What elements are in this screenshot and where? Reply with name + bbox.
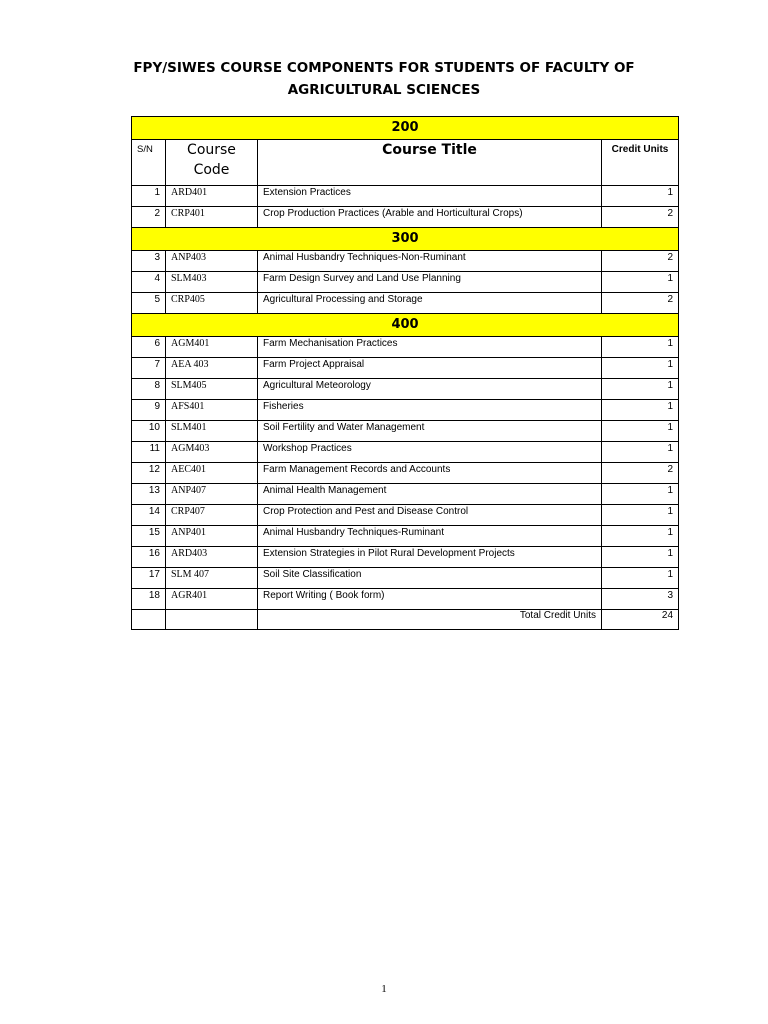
cell-credit-units: 1 [602, 358, 679, 379]
page-number: 1 [381, 983, 387, 995]
total-empty-code [166, 610, 258, 630]
cell-sn: 9 [132, 400, 166, 421]
cell-credit-units: 1 [602, 568, 679, 589]
table-row [132, 186, 679, 207]
cell-sn: 6 [132, 337, 166, 358]
cell-course-code: AEC401 [166, 463, 258, 484]
cell-credit-units: 1 [602, 400, 679, 421]
cell-course-title: Farm Project Appraisal [258, 358, 602, 379]
table-row [132, 251, 679, 272]
level-label: 300 [132, 228, 679, 251]
cell-course-code: CRP405 [166, 293, 258, 314]
cell-sn: 12 [132, 463, 166, 484]
cell-credit-units: 1 [602, 272, 679, 293]
cell-course-title: Soil Site Classification [258, 568, 602, 589]
cell-course-code: ARD401 [166, 186, 258, 207]
cell-credit-units: 2 [602, 293, 679, 314]
cell-sn: 2 [132, 207, 166, 228]
cell-course-title: Report Writing ( Book form) [258, 589, 602, 610]
cell-credit-units: 2 [602, 207, 679, 228]
cell-credit-units: 1 [602, 547, 679, 568]
cell-sn: 4 [132, 272, 166, 293]
cell-course-title: Agricultural Processing and Storage [258, 293, 602, 314]
cell-course-code: AEA 403 [166, 358, 258, 379]
cell-course-title: Farm Mechanisation Practices [258, 337, 602, 358]
cell-sn: 14 [132, 505, 166, 526]
table-row [132, 526, 679, 547]
table-row [132, 379, 679, 400]
cell-course-code: SLM 407 [166, 568, 258, 589]
header-course-code: Course Code [166, 140, 258, 186]
cell-course-title: Farm Design Survey and Land Use Planning [258, 272, 602, 293]
table-row [132, 505, 679, 526]
cell-credit-units: 1 [602, 442, 679, 463]
cell-course-code: SLM405 [166, 379, 258, 400]
cell-course-code: CRP401 [166, 207, 258, 228]
cell-course-title: Crop Production Practices (Arable and Horticultural Crops) [258, 207, 602, 228]
header-credit-units: Credit Units [602, 140, 679, 186]
cell-sn: 1 [132, 186, 166, 207]
cell-sn: 18 [132, 589, 166, 610]
header-course-title: Course Title [258, 140, 602, 186]
cell-course-code: SLM401 [166, 421, 258, 442]
table-row [132, 272, 679, 293]
cell-course-code: AGM403 [166, 442, 258, 463]
cell-credit-units: 1 [602, 421, 679, 442]
cell-credit-units: 2 [602, 251, 679, 272]
cell-credit-units: 1 [602, 526, 679, 547]
cell-sn: 15 [132, 526, 166, 547]
total-row [132, 610, 679, 630]
cell-course-title: Animal Husbandry Techniques-Ruminant [258, 526, 602, 547]
cell-course-title: Soil Fertility and Water Management [258, 421, 602, 442]
cell-course-title: Agricultural Meteorology [258, 379, 602, 400]
cell-course-code: SLM403 [166, 272, 258, 293]
cell-credit-units: 1 [602, 186, 679, 207]
total-credit-units-value: 24 [602, 610, 679, 630]
cell-course-title: Extension Practices [258, 186, 602, 207]
cell-course-code: ANP403 [166, 251, 258, 272]
cell-course-title: Farm Management Records and Accounts [258, 463, 602, 484]
table-row [132, 400, 679, 421]
cell-course-title: Animal Health Management [258, 484, 602, 505]
table-row [132, 568, 679, 589]
table-row [132, 484, 679, 505]
cell-sn: 10 [132, 421, 166, 442]
cell-course-title: Animal Husbandry Techniques-Non-Ruminant [258, 251, 602, 272]
cell-course-code: CRP407 [166, 505, 258, 526]
level-band-row [132, 314, 679, 337]
cell-credit-units: 1 [602, 379, 679, 400]
cell-course-code: AFS401 [166, 400, 258, 421]
document-title [0, 57, 768, 101]
cell-sn: 16 [132, 547, 166, 568]
cell-sn: 5 [132, 293, 166, 314]
course-components-table [131, 116, 679, 630]
cell-course-code: ANP401 [166, 526, 258, 547]
cell-credit-units: 1 [602, 505, 679, 526]
table-row [132, 207, 679, 228]
cell-sn: 11 [132, 442, 166, 463]
table-row [132, 463, 679, 484]
cell-course-code: AGR401 [166, 589, 258, 610]
cell-course-title: Fisheries [258, 400, 602, 421]
title-line-2: AGRICULTURAL SCIENCES [287, 82, 481, 98]
cell-credit-units: 3 [602, 589, 679, 610]
cell-sn: 7 [132, 358, 166, 379]
table-row [132, 337, 679, 358]
table-row [132, 293, 679, 314]
cell-credit-units: 1 [602, 484, 679, 505]
cell-course-code: AGM401 [166, 337, 258, 358]
table-row [132, 421, 679, 442]
level-band-row [132, 228, 679, 251]
table-row [132, 442, 679, 463]
cell-course-code: ANP407 [166, 484, 258, 505]
cell-sn: 3 [132, 251, 166, 272]
cell-credit-units: 2 [602, 463, 679, 484]
cell-course-title: Extension Strategies in Pilot Rural Development Projects [258, 547, 602, 568]
level-label: 400 [132, 314, 679, 337]
title-line-1: FPY/SIWES COURSE COMPONENTS FOR STUDENTS OF FACULTY OF [133, 60, 635, 76]
table-row [132, 358, 679, 379]
level-label: 200 [132, 117, 679, 140]
cell-sn: 8 [132, 379, 166, 400]
course-table-body [132, 117, 679, 630]
cell-sn: 13 [132, 484, 166, 505]
table-header-row [132, 140, 679, 186]
header-sn: S/N [132, 140, 166, 186]
cell-course-title: Crop Protection and Pest and Disease Control [258, 505, 602, 526]
cell-sn: 17 [132, 568, 166, 589]
cell-course-title: Workshop Practices [258, 442, 602, 463]
total-credit-units-label: Total Credit Units [258, 610, 602, 630]
table-row [132, 547, 679, 568]
table-row [132, 589, 679, 610]
cell-credit-units: 1 [602, 337, 679, 358]
cell-course-code: ARD403 [166, 547, 258, 568]
total-empty-sn [132, 610, 166, 630]
level-band-row [132, 117, 679, 140]
